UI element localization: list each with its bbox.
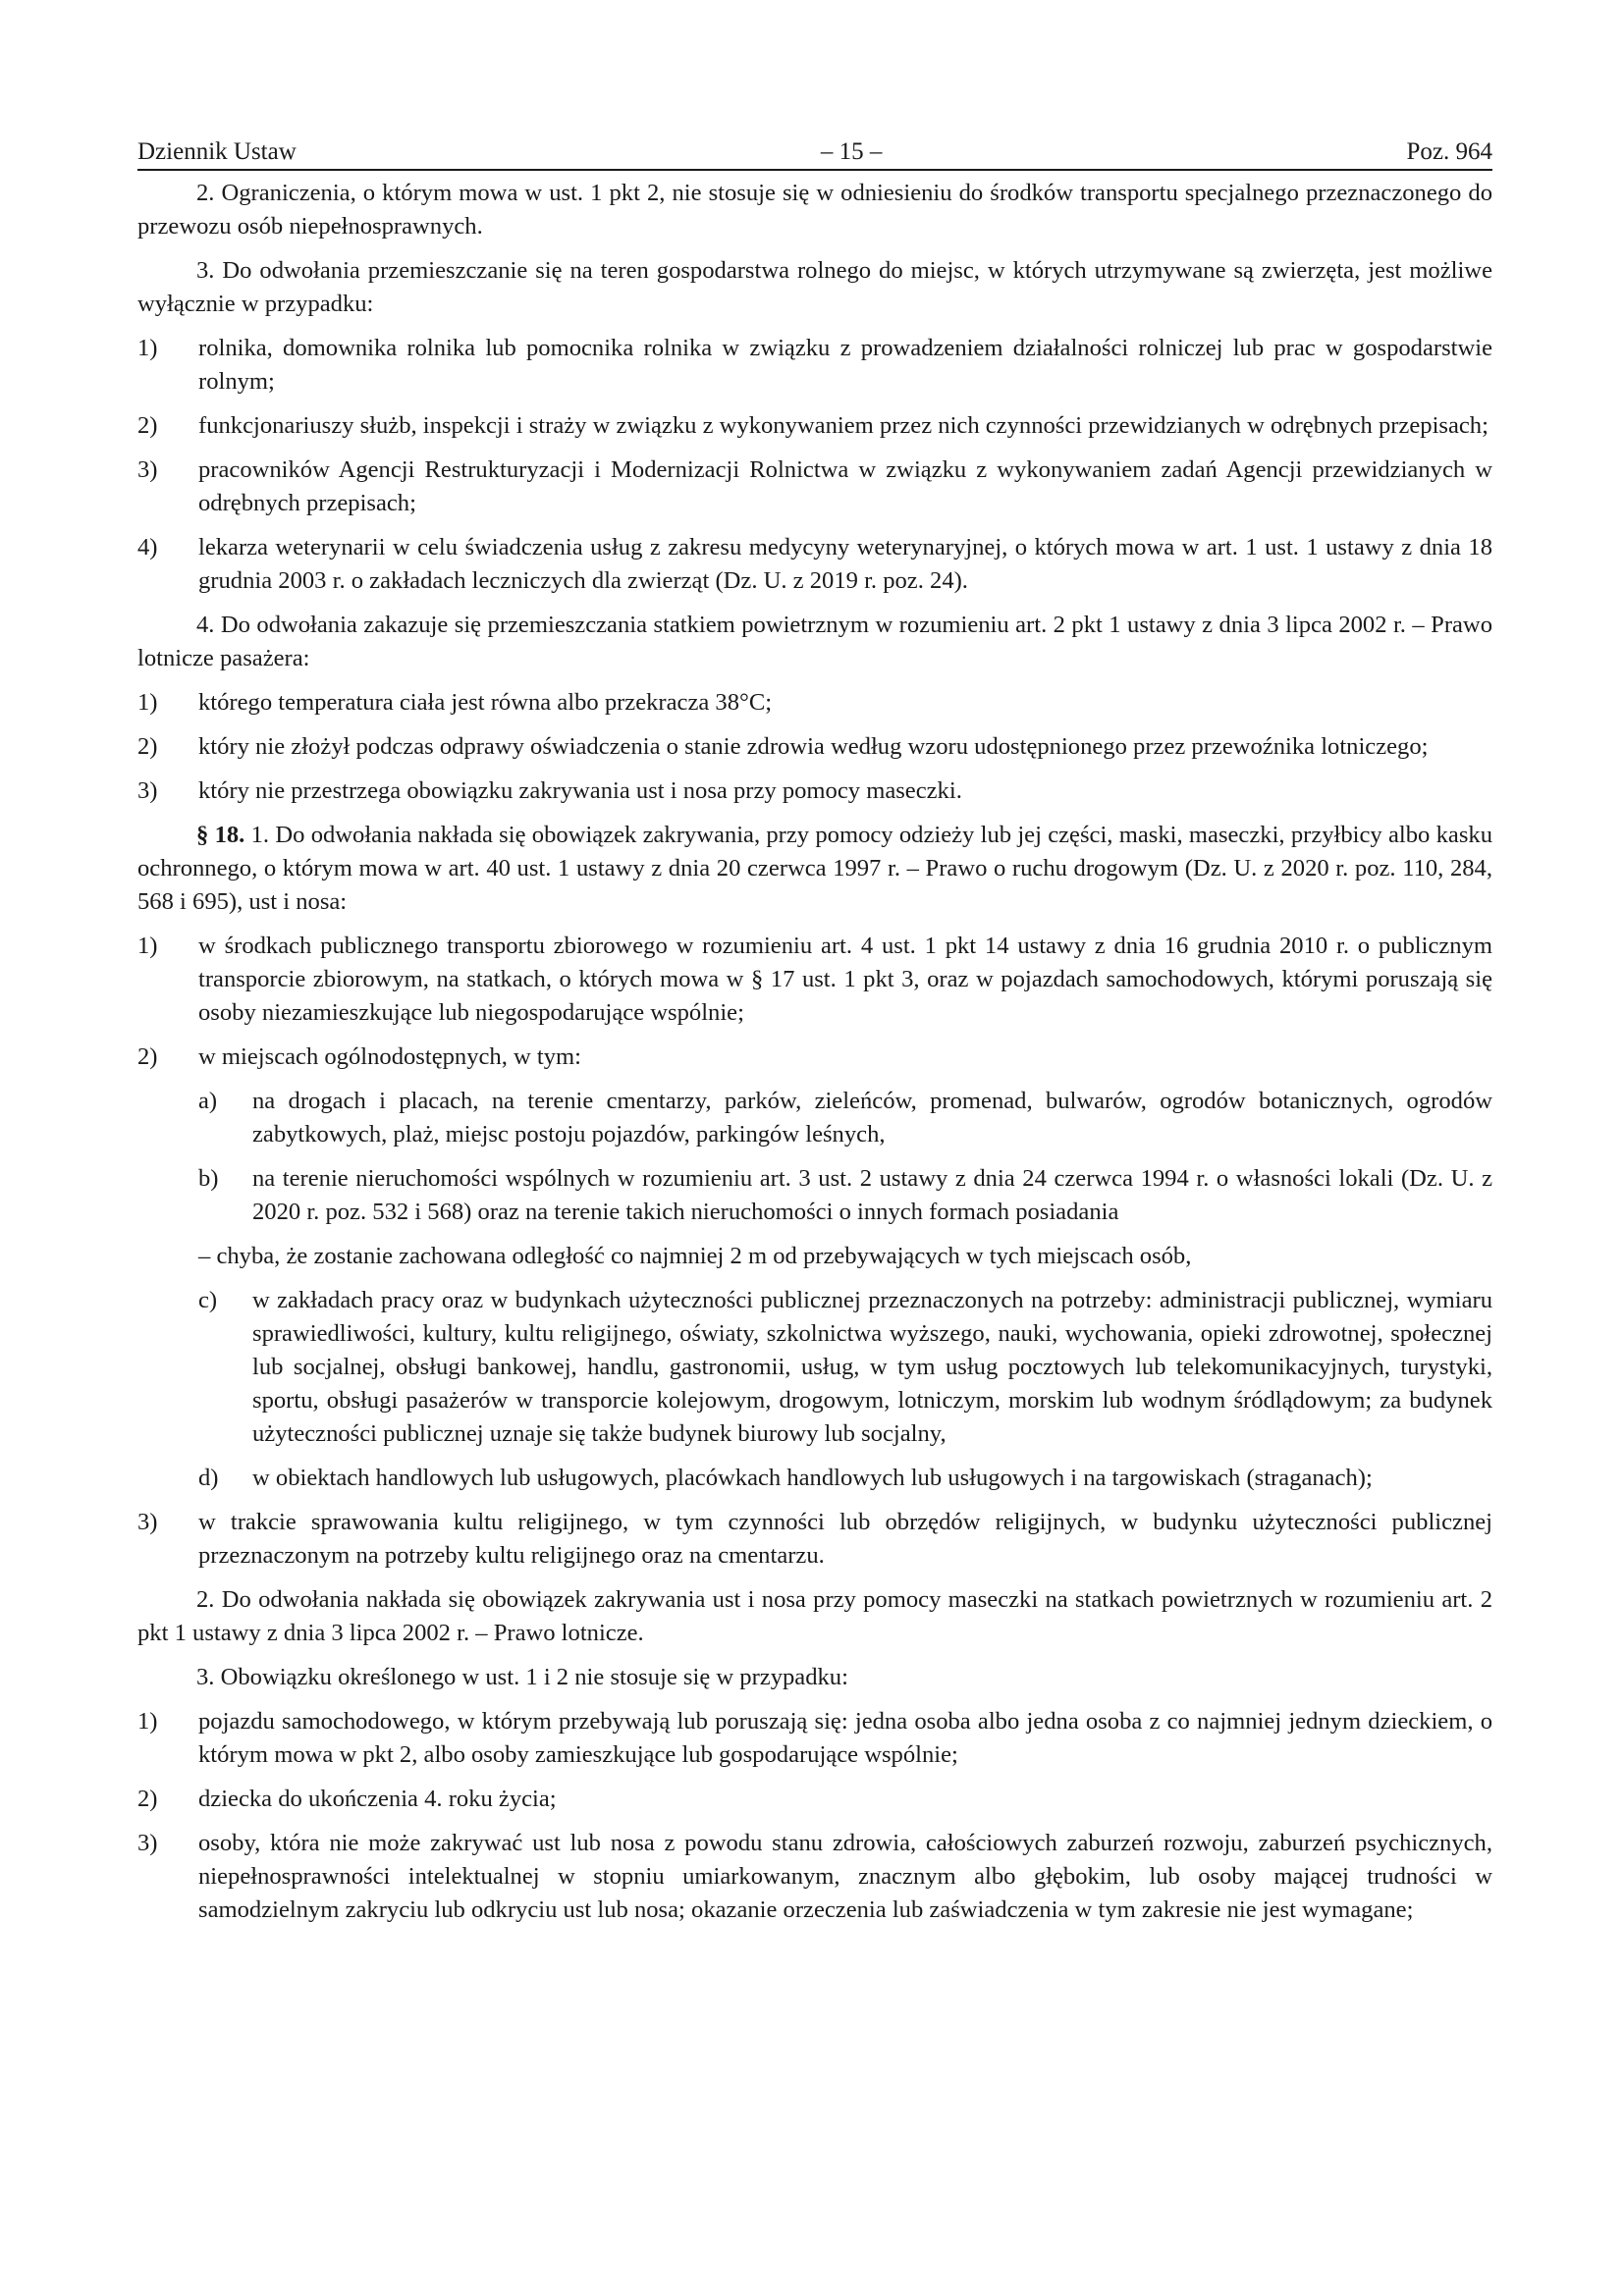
item-number: 3) xyxy=(137,456,158,483)
sub-item-letter: c) xyxy=(198,1287,218,1313)
item-text: lekarza weterynarii w celu świadczenia usług z zakresu medycyny weterynaryjnej, o których mowa w art. 1 ust. 1 ustawy z dnia 18 grudnia 2003 r. o zakładach leczniczych dla zwierząt (Dz. U. z 2019 r. poz. 24). xyxy=(198,534,1492,594)
item-number: 1) xyxy=(137,1708,158,1735)
sub-item-text: na drogach i placach, na terenie cmentarzy, parków, zieleńców, promenad, bulwarów, ogrodów botanicznych, ogrodów zabytkowych, plaż, miejsc postoju pojazdów, parkingów leśnych, xyxy=(252,1088,1492,1148)
item-number: 3) xyxy=(137,1830,158,1856)
section-text: 1. Do odwołania nakłada się obowiązek zakrywania, przy pomocy odzieży lub jej części, maski, maseczki, przyłbicy albo kasku ochronnego, o którym mowa w art. 40 ust. 1 ustawy z dnia 20 czerwca 1997 r. – Prawo o ruchu drogowym (Dz. U. z 2020 r. poz. 110, 284, 568 i 695), ust i nosa: xyxy=(137,822,1493,915)
sub-item-letter: b) xyxy=(198,1165,219,1192)
sub-item-text: w obiektach handlowych lub usługowych, placówkach handlowych lub usługowych i na targowiskach (straganach); xyxy=(252,1465,1373,1491)
sub-item-letter: a) xyxy=(198,1088,218,1114)
item-number: 4) xyxy=(137,534,158,561)
page-header xyxy=(137,135,1492,171)
sub-list-item xyxy=(137,1162,1492,1229)
sub-list-item xyxy=(137,1085,1492,1151)
item-text: dziecka do ukończenia 4. roku życia; xyxy=(198,1786,557,1812)
item-number: 1) xyxy=(137,689,158,716)
sub-list-item xyxy=(137,1462,1492,1495)
list-item xyxy=(137,1783,1492,1816)
list-item xyxy=(137,730,1492,764)
sub-item-text: na terenie nieruchomości wspólnych w rozumieniu art. 3 ust. 2 ustawy z dnia 24 czerwca 1994 r. o własności lokali (Dz. U. z 2020 r. poz. 532 i 568) oraz na terenie takich nieruchomości o innych formach posiadania xyxy=(252,1165,1492,1225)
item-number: 3) xyxy=(137,777,158,804)
list-item xyxy=(137,332,1492,399)
list-item xyxy=(137,1705,1492,1772)
item-text: w środkach publicznego transportu zbiorowego w rozumieniu art. 4 ust. 1 pkt 14 ustawy z dnia 16 grudnia 2010 r. o publicznym transporcie zbiorowym, na statkach, o których mowa w § 17 ust. 1 pkt 3, oraz w pojazdach samochodowych, którymi poruszają się osoby niezamieszkujące lub niegospodarujące wspólnie; xyxy=(198,933,1492,1026)
item-text: pracowników Agencji Restrukturyzacji i Modernizacji Rolnictwa w związku z wykonywaniem zadań Agencji przewidzianych w odrębnych przepisach; xyxy=(198,456,1492,516)
paragraph-ust2: 2. Ograniczenia, o którym mowa w ust. 1 pkt 2, nie stosuje się w odniesieniu do środków transportu specjalnego przeznaczonego do przewozu osób niepełnosprawnych. xyxy=(137,180,1492,240)
page-number: – 15 – xyxy=(820,138,883,165)
list-item xyxy=(137,1506,1492,1573)
item-text: osoby, która nie może zakrywać ust lub nosa z powodu stanu zdrowia, całościowych zaburzeń rozwoju, zaburzeń psychicznych, niepełnosprawności intelektualnej w stopniu umiarkowanym, znacznym albo głębokim, lub osoby mającej trudności w samodzielnym zakryciu lub odkryciu ust lub nosa; okazanie orzeczenia lub zaświadczenia w tym zakresie nie jest wymagane; xyxy=(198,1830,1492,1923)
item-text: w trakcie sprawowania kultu religijnego, w tym czynności lub obrzędów religijnych, w budynku użyteczności publicznej przeznaczonym na potrzeby kultu religijnego oraz na cmentarzu. xyxy=(198,1509,1492,1569)
section-18-paragraph-3: 3. Obowiązku określonego w ust. 1 i 2 nie stosuje się w przypadku: xyxy=(196,1664,848,1690)
section-18-paragraph-2: 2. Do odwołania nakłada się obowiązek zakrywania ust i nosa przy pomocy maseczki na statkach powietrznych w rozumieniu art. 2 pkt 1 ustawy z dnia 3 lipca 2002 r. – Prawo lotnicze. xyxy=(137,1586,1492,1646)
paragraph-ust4: 4. Do odwołania zakazuje się przemieszczania statkiem powietrznym w rozumieniu art. 2 pkt 1 ustawy z dnia 3 lipca 2002 r. – Prawo lotnicze pasażera: xyxy=(137,612,1492,671)
sub-item-text: w zakładach pracy oraz w budynkach użyteczności publicznej przeznaczonych na potrzeby: administracji publicznej, wymiaru sprawiedliwości, kultury, kultu religijnego, oświaty, szkolnictwa wyższego, nauki, wychowania, opieki zdrowotnej, społecznej lub socjalnej, obsługi bankowej, handlu, gastronomii, usług, w tym usług pocztowych lub telekomunikacyjnych, turystyki, sportu, obsługi pasażerów w transporcie kolejowym, drogowym, lotniczym, morskim lub wodnym śródlądowym; za budynek użyteczności publicznej uznaje się także budynek biurowy lub socjalny, xyxy=(252,1287,1492,1447)
item-number: 2) xyxy=(137,412,158,439)
list-item xyxy=(137,930,1492,1030)
list-item xyxy=(137,774,1492,808)
journal-title: Dziennik Ustaw xyxy=(137,138,297,165)
item-number: 2) xyxy=(137,733,158,760)
section-label: § 18. xyxy=(196,822,245,848)
list-item xyxy=(137,409,1492,443)
section-18-paragraph-1 xyxy=(137,819,1492,919)
list-item xyxy=(137,686,1492,720)
item-text: którego temperatura ciała jest równa albo przekracza 38°C; xyxy=(198,689,773,716)
list-item xyxy=(137,1041,1492,1074)
item-text: rolnika, domownika rolnika lub pomocnika rolnika w związku z prowadzeniem działalności rolniczej lub prac w gospodarstwie rolnym; xyxy=(198,335,1492,395)
sub-list-item xyxy=(137,1284,1492,1451)
item-number: 2) xyxy=(137,1786,158,1812)
document-body xyxy=(137,177,1492,1927)
list-item xyxy=(137,531,1492,598)
item-number: 1) xyxy=(137,335,158,361)
item-text: który nie złożył podczas odprawy oświadczenia o stanie zdrowia według wzoru udostępnionego przez przewoźnika lotniczego; xyxy=(198,733,1429,760)
item-text: który nie przestrzega obowiązku zakrywania ust i nosa przy pomocy maseczki. xyxy=(198,777,962,804)
item-text: pojazdu samochodowego, w którym przebywają lub poruszają się: jedna osoba albo jedna osoba z co najmniej jednym dzieckiem, o którym mowa w pkt 2, albo osoby zamieszkujące lub gospodarujące wspólnie; xyxy=(198,1708,1492,1768)
position-number: Poz. 964 xyxy=(1406,138,1492,165)
item-number: 2) xyxy=(137,1043,158,1070)
item-number: 1) xyxy=(137,933,158,959)
paragraph-ust3: 3. Do odwołania przemieszczanie się na teren gospodarstwa rolnego do miejsc, w których utrzymywane są zwierzęta, jest możliwe wyłącznie w przypadku: xyxy=(137,257,1492,317)
sub-item-letter: d) xyxy=(198,1465,219,1491)
item-text: w miejscach ogólnodostępnych, w tym: xyxy=(198,1043,582,1070)
sub-list-tail: – chyba, że zostanie zachowana odległość co najmniej 2 m od przebywających w tych miejscach osób, xyxy=(198,1243,1192,1269)
item-number: 3) xyxy=(137,1509,158,1535)
item-text: funkcjonariuszy służb, inspekcji i straży w związku z wykonywaniem przez nich czynności przewidzianych w odrębnych przepisach; xyxy=(198,412,1489,439)
document-page xyxy=(137,135,1492,1938)
list-item xyxy=(137,454,1492,520)
list-item xyxy=(137,1827,1492,1927)
